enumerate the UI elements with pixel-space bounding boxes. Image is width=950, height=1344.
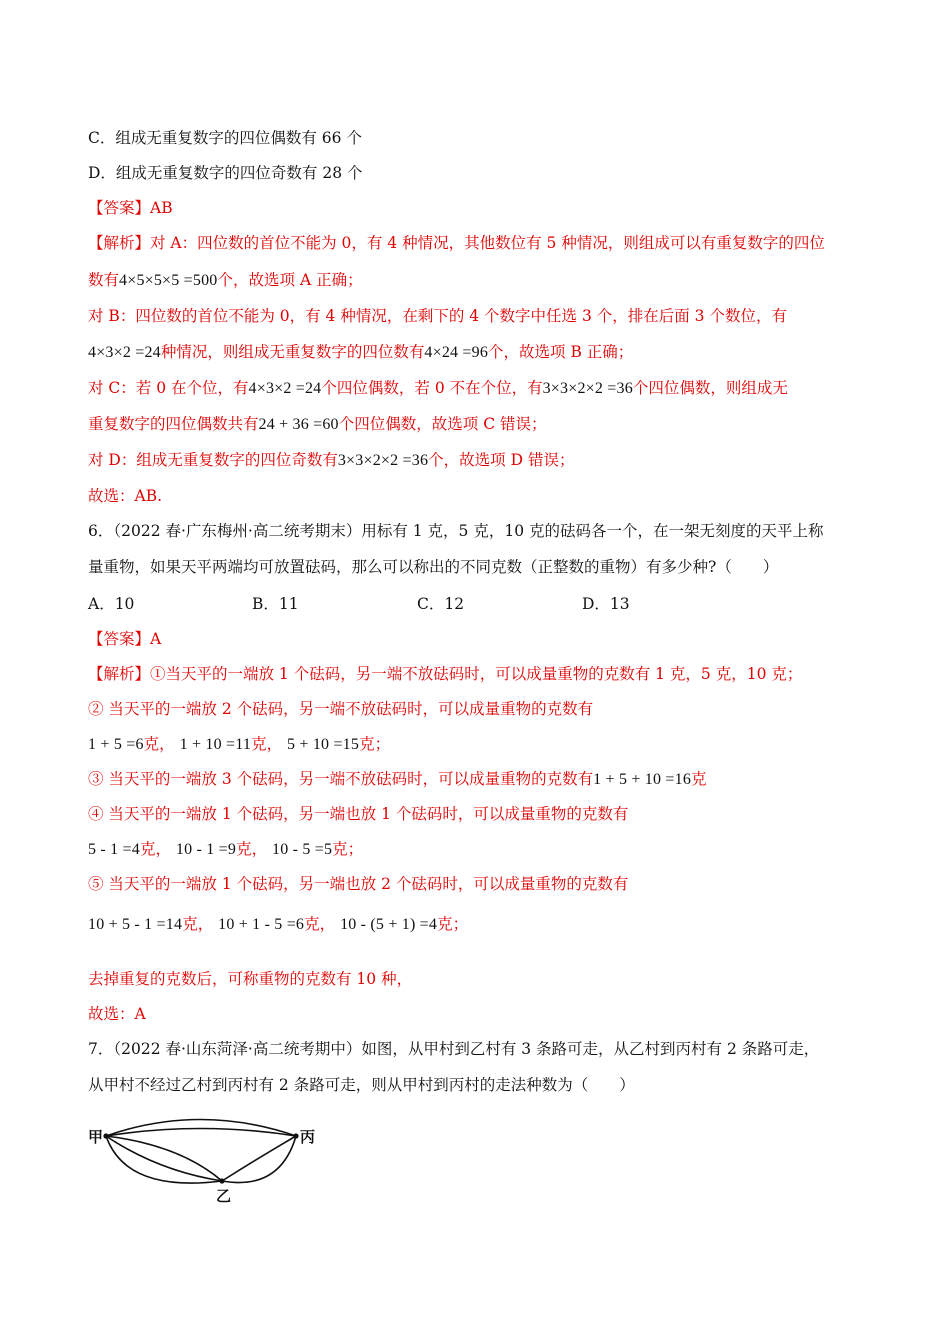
text: 个四位偶数，则组成无 [632, 379, 788, 397]
option-d: D．组成无重复数字的四位奇数有 28 个 [88, 164, 363, 182]
unit: 克， [236, 840, 268, 858]
math-expr: 5 + 10 =15 [287, 736, 360, 753]
analysis-q6-line3 [88, 734, 390, 755]
math-expr: 4×24 =96 [424, 344, 489, 361]
road-jia-yi-1 [106, 1136, 222, 1181]
q7-stem-line2: 从甲村不经过乙村到丙村有 2 条路可走，则从甲村到丙村的走法种数为（ ） [88, 1076, 635, 1094]
math-expr: 4×3×2 =24 [248, 380, 322, 397]
q6-stem-line2: 量重物，如果天平两端均可放置砝码，那么可以称出的不同克数（正整数的重物）有多少种?（ ） [88, 558, 779, 576]
math-expr: 10 + 5 - 1 =14 [88, 916, 183, 933]
math-expr: 1 + 5 + 10 =16 [593, 771, 692, 788]
q7-stem-line1: 7．（2022 春·山东菏泽·高二统考期中）如图，从甲村到乙村有 3 条路可走，从乙村到丙村有 2 条路可走， [88, 1040, 820, 1058]
node-jia [103, 1133, 108, 1138]
math-expr: 1 + 10 =11 [179, 736, 252, 753]
math-expr: 10 - (5 + 1) =4 [340, 916, 438, 933]
analysis-q5-line1: 【解析】对 A：四位数的首位不能为 0，有 4 种情况，其他数位有 5 种情况，则组成可以有重复数字的四位 [88, 234, 825, 252]
unit: 克， [143, 735, 175, 753]
text: 个，故选项 A 正确； [217, 271, 363, 289]
text: 重复数字的四位偶数共有 [88, 415, 259, 433]
analysis-q6-line6 [88, 839, 363, 860]
unit: 克； [359, 735, 391, 753]
analysis-q6-line5: ④ 当天平的一端放 1 个砝码，另一端也放 1 个砝码时，可以成量重物的克数有 [88, 805, 629, 823]
text: 对 D：组成无重复数字的四位奇数有 [88, 451, 338, 469]
analysis-q6-line7: ⑤ 当天平的一端放 1 个砝码，另一端也放 2 个砝码时，可以成量重物的克数有 [88, 875, 629, 893]
node-bing [293, 1133, 298, 1138]
conclusion-q6: 故选：A [88, 1005, 146, 1023]
unit: 克 [691, 770, 707, 788]
math-expr: 4×3×2 =24 [88, 344, 161, 361]
analysis-q5-line6 [88, 414, 546, 435]
road-jia-yi-2 [106, 1136, 222, 1181]
analysis-q6-line1: 【解析】①当天平的一端放 1 个砝码，另一端不放砝码时，可以成量重物的克数有 1 克，5 克，10 克； [88, 665, 803, 683]
text: 个，故选项 B 正确； [488, 343, 634, 361]
q6-option-a: A．10 [88, 595, 135, 613]
label-yi: 乙 [216, 1187, 232, 1205]
analysis-q6-line9: 去掉重复的克数后，可称重物的克数有 10 种， [88, 970, 413, 988]
math-expr: 24 + 36 =60 [258, 416, 339, 433]
analysis-q5-line7 [88, 450, 574, 471]
analysis-q5-line2 [88, 270, 363, 291]
math-expr: 10 - 5 =5 [272, 841, 333, 858]
text: 数有 [88, 271, 120, 289]
analysis-q5-line5 [88, 378, 788, 399]
unit: 克， [251, 735, 283, 753]
analysis-q6-line8 [88, 914, 468, 935]
math-expr: 1 + 5 =6 [88, 736, 144, 753]
road-jia-bing-lower [106, 1129, 296, 1137]
analysis-q6-line4 [88, 769, 707, 790]
unit: 克； [437, 915, 469, 933]
label-jia: 甲 [88, 1128, 104, 1146]
route-diagram [80, 1115, 340, 1210]
road-jia-yi-3 [106, 1136, 222, 1183]
node-yi [219, 1178, 224, 1183]
label-bing: 丙 [300, 1128, 316, 1146]
analysis-q5-line4 [88, 342, 633, 363]
analysis-q5-line3: 对 B：四位数的首位不能为 0，有 4 种情况，在剩下的 4 个数字中任选 3 个，排在后面 3 个数位，有 [88, 307, 787, 325]
math-expr: 10 - 1 =9 [175, 841, 237, 858]
math-expr: 3×3×2×2 =36 [337, 452, 429, 469]
q6-stem-line1: 6．（2022 春·广东梅州·高二统考期末）用标有 1 克，5 克，10 克的砝码各一个，在一架无刻度的天平上称 [88, 522, 824, 540]
math-expr: 3×3×2×2 =36 [542, 380, 633, 397]
q6-option-b: B．11 [252, 595, 299, 613]
conclusion-q5: 故选：AB. [88, 487, 163, 505]
unit: 克； [332, 840, 364, 858]
math-expr: 4×5×5×5 =500 [119, 272, 218, 289]
text: 个，故选项 D 错误； [428, 451, 575, 469]
text: 对 C：若 0 在个位，有 [88, 379, 249, 397]
unit: 克， [304, 915, 336, 933]
analysis-q6-line2: ② 当天平的一端放 2 个砝码，另一端不放砝码时，可以成量重物的克数有 [88, 700, 594, 718]
road-yi-bing-1 [222, 1136, 296, 1181]
q6-option-d: D．13 [582, 595, 630, 613]
q6-option-c: C．12 [417, 595, 465, 613]
answer-q6: 【答案】A [88, 630, 162, 648]
text: ③ 当天平的一端放 3 个砝码，另一端不放砝码时，可以成量重物的克数有 [88, 770, 594, 788]
unit: 克， [182, 915, 214, 933]
unit: 克， [139, 840, 171, 858]
math-expr: 5 - 1 =4 [88, 841, 140, 858]
option-c: C．组成无重复数字的四位偶数有 66 个 [88, 129, 362, 147]
math-expr: 10 + 1 - 5 =6 [218, 916, 305, 933]
text: 个四位偶数，若 0 不在个位，有 [321, 379, 543, 397]
text: 个四位偶数，故选项 C 错误； [338, 415, 547, 433]
text: 种情况，则组成无重复数字的四位数有 [160, 343, 425, 361]
answer-q5: 【答案】AB [88, 199, 173, 217]
